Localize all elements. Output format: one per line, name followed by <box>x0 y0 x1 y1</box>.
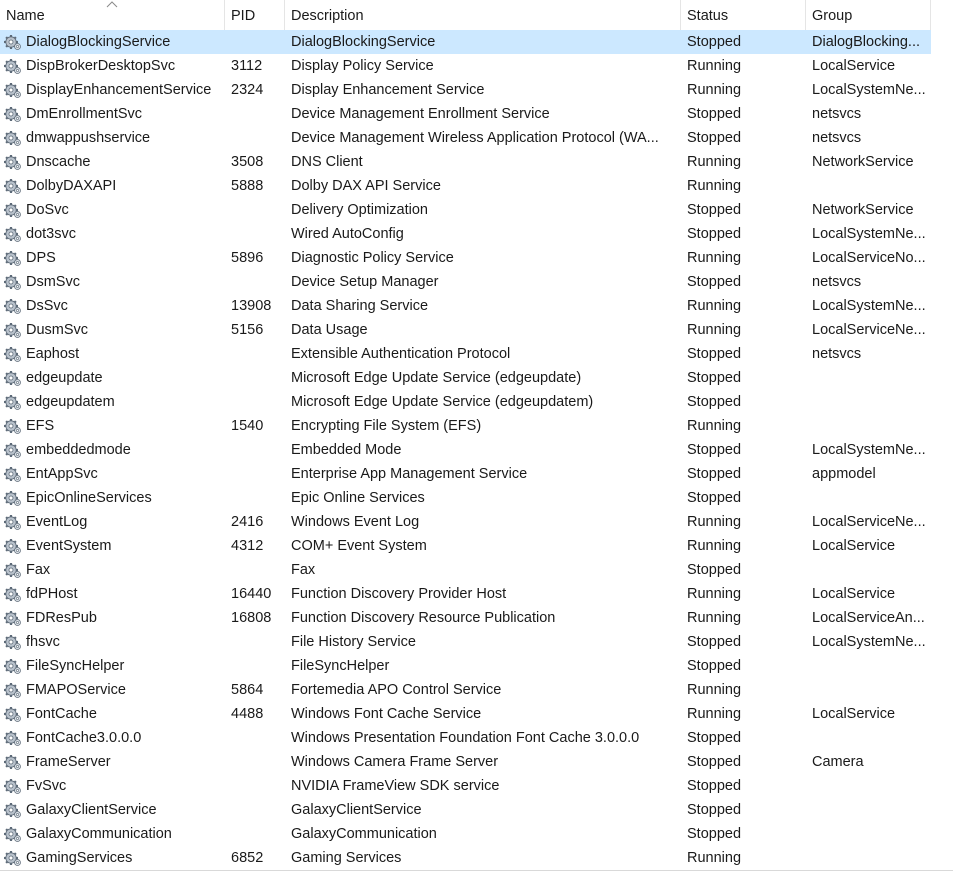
service-group: appmodel <box>812 466 876 482</box>
service-status: Stopped <box>687 826 742 842</box>
service-pid <box>225 438 285 462</box>
service-name-cell <box>0 30 225 54</box>
service-pid <box>225 462 285 486</box>
service-pid <box>225 102 285 126</box>
service-description: Windows Camera Frame Server <box>291 754 499 770</box>
service-gear-icon <box>4 322 22 339</box>
service-gear-icon <box>4 754 22 771</box>
service-description: Gaming Services <box>291 850 402 866</box>
service-pid <box>225 654 285 678</box>
service-status: Stopped <box>687 802 742 818</box>
service-name-cell <box>0 510 225 534</box>
service-status: Stopped <box>687 346 742 362</box>
service-group: LocalServiceNe... <box>812 322 926 338</box>
table-row[interactable] <box>0 438 931 462</box>
service-pid: 1540 <box>231 418 264 434</box>
service-description: Enterprise App Management Service <box>291 466 528 482</box>
service-group <box>806 486 931 510</box>
service-name-cell <box>0 390 225 414</box>
service-status: Running <box>687 250 742 266</box>
service-name-cell <box>0 534 225 558</box>
service-status: Stopped <box>687 730 742 746</box>
service-description: Fax <box>291 562 316 578</box>
service-pid: 16808 <box>231 610 272 626</box>
service-group: NetworkService <box>812 154 914 170</box>
service-gear-icon <box>4 730 22 747</box>
service-description: Device Management Wireless Application Protocol (WA... <box>291 130 659 146</box>
service-name: DispBrokerDesktopSvc <box>26 58 176 74</box>
service-group <box>806 414 931 438</box>
column-header-group[interactable] <box>806 0 931 30</box>
table-row[interactable] <box>0 222 931 246</box>
sort-up-chevron-icon <box>106 0 118 8</box>
service-status: Running <box>687 154 742 170</box>
service-gear-icon <box>4 418 22 435</box>
service-name-cell <box>0 222 225 246</box>
service-pid: 5864 <box>231 682 264 698</box>
table-row[interactable] <box>0 750 931 774</box>
service-group <box>806 366 931 390</box>
service-description: Microsoft Edge Update Service (edgeupdate) <box>291 370 582 386</box>
service-name: DsSvc <box>26 298 68 314</box>
service-pid <box>225 822 285 846</box>
table-row[interactable] <box>0 150 931 174</box>
service-rows <box>0 30 953 870</box>
service-status: Running <box>687 322 742 338</box>
table-row[interactable] <box>0 342 931 366</box>
table-row[interactable] <box>0 318 931 342</box>
service-name: DoSvc <box>26 202 69 218</box>
service-group: LocalServiceAn... <box>812 610 925 626</box>
service-name-cell <box>0 174 225 198</box>
service-name: dot3svc <box>26 226 76 242</box>
table-row[interactable] <box>0 534 931 558</box>
service-gear-icon <box>4 658 22 675</box>
table-row[interactable] <box>0 102 931 126</box>
service-gear-icon <box>4 586 22 603</box>
column-header-description[interactable] <box>285 0 681 30</box>
service-gear-icon <box>4 202 22 219</box>
service-pid <box>225 366 285 390</box>
service-name-cell <box>0 606 225 630</box>
service-status: Running <box>687 586 742 602</box>
service-name: Eaphost <box>26 346 80 362</box>
service-name-cell <box>0 198 225 222</box>
service-name: DialogBlockingService <box>26 34 171 50</box>
service-description: Display Enhancement Service <box>291 82 485 98</box>
service-description: Device Management Enrollment Service <box>291 106 550 122</box>
service-name: GalaxyClientService <box>26 802 157 818</box>
service-gear-icon <box>4 442 22 459</box>
service-name: DolbyDAXAPI <box>26 178 117 194</box>
service-pid <box>225 342 285 366</box>
service-name: fhsvc <box>26 634 60 650</box>
service-pid <box>225 558 285 582</box>
service-description: Dolby DAX API Service <box>291 178 441 194</box>
service-gear-icon <box>4 370 22 387</box>
table-row[interactable] <box>0 558 931 582</box>
column-header-group-label: Group <box>812 8 853 24</box>
service-name: DusmSvc <box>26 322 89 338</box>
service-pid <box>225 222 285 246</box>
service-pid <box>225 630 285 654</box>
service-gear-icon <box>4 130 22 147</box>
service-name: DPS <box>26 250 56 266</box>
service-pid <box>225 798 285 822</box>
table-row[interactable] <box>0 486 931 510</box>
service-name: FileSyncHelper <box>26 658 125 674</box>
column-header-status-label: Status <box>687 8 729 24</box>
service-name: edgeupdate <box>26 370 103 386</box>
service-name-cell <box>0 294 225 318</box>
service-group: NetworkService <box>812 202 914 218</box>
table-row[interactable] <box>0 174 931 198</box>
service-status: Stopped <box>687 394 742 410</box>
service-status: Running <box>687 682 742 698</box>
service-name-cell <box>0 78 225 102</box>
service-status: Stopped <box>687 202 742 218</box>
service-name: DmEnrollmentSvc <box>26 106 143 122</box>
table-row[interactable] <box>0 198 931 222</box>
service-pid: 5896 <box>231 250 264 266</box>
column-header-name[interactable] <box>0 0 225 30</box>
service-name-cell <box>0 54 225 78</box>
service-gear-icon <box>4 34 22 51</box>
service-pid: 4312 <box>231 538 264 554</box>
column-header-pid-label: PID <box>231 8 256 24</box>
service-status: Running <box>687 706 742 722</box>
service-description: DialogBlockingService <box>291 34 436 50</box>
service-name-cell <box>0 414 225 438</box>
service-group: LocalService <box>812 58 896 74</box>
service-name-cell <box>0 438 225 462</box>
service-status: Stopped <box>687 634 742 650</box>
service-gear-icon <box>4 106 22 123</box>
service-name-cell <box>0 342 225 366</box>
service-status: Stopped <box>687 226 742 242</box>
service-name-cell <box>0 774 225 798</box>
service-pid <box>225 750 285 774</box>
service-pid <box>225 390 285 414</box>
service-group <box>806 846 931 870</box>
service-name-cell <box>0 366 225 390</box>
service-description: Device Setup Manager <box>291 274 439 290</box>
table-row[interactable] <box>0 702 931 726</box>
table-row[interactable] <box>0 822 931 846</box>
service-name-cell <box>0 582 225 606</box>
column-header-pid[interactable] <box>225 0 285 30</box>
service-pid <box>225 726 285 750</box>
service-gear-icon <box>4 610 22 627</box>
service-gear-icon <box>4 178 22 195</box>
service-description: Windows Presentation Foundation Font Cache 3.0.0.0 <box>291 730 640 746</box>
service-status: Stopped <box>687 658 742 674</box>
service-description: File History Service <box>291 634 416 650</box>
service-name: FrameServer <box>26 754 111 770</box>
service-group <box>806 174 931 198</box>
service-group <box>806 678 931 702</box>
service-name-cell <box>0 558 225 582</box>
service-name-cell <box>0 102 225 126</box>
service-status: Stopped <box>687 34 742 50</box>
service-group: Camera <box>812 754 864 770</box>
service-description: GalaxyCommunication <box>291 826 437 842</box>
service-name: fdPHost <box>26 586 78 602</box>
service-description: Data Usage <box>291 322 368 338</box>
service-description: Wired AutoConfig <box>291 226 404 242</box>
service-group: LocalSystemNe... <box>812 298 926 314</box>
service-name: GamingServices <box>26 850 133 866</box>
service-gear-icon <box>4 778 22 795</box>
service-status: Stopped <box>687 490 742 506</box>
list-bottom-border <box>0 870 953 871</box>
service-group: LocalSystemNe... <box>812 634 926 650</box>
service-name: embeddedmode <box>26 442 131 458</box>
service-name: FontCache <box>26 706 97 722</box>
service-status: Running <box>687 610 742 626</box>
table-row[interactable] <box>0 366 931 390</box>
service-name-cell <box>0 798 225 822</box>
service-description: Diagnostic Policy Service <box>291 250 454 266</box>
service-description: DNS Client <box>291 154 363 170</box>
service-group: netsvcs <box>812 106 862 122</box>
service-gear-icon <box>4 490 22 507</box>
service-status: Stopped <box>687 466 742 482</box>
service-pid: 3112 <box>231 58 263 74</box>
service-name: EventLog <box>26 514 88 530</box>
service-name-cell <box>0 270 225 294</box>
table-row[interactable] <box>0 654 931 678</box>
service-name: EventSystem <box>26 538 112 554</box>
service-name-cell <box>0 702 225 726</box>
service-description: Windows Event Log <box>291 514 420 530</box>
table-row[interactable] <box>0 78 931 102</box>
service-name: EntAppSvc <box>26 466 98 482</box>
table-row[interactable] <box>0 582 931 606</box>
service-group <box>806 726 931 750</box>
service-gear-icon <box>4 394 22 411</box>
service-name-cell <box>0 318 225 342</box>
service-status: Running <box>687 178 742 194</box>
table-row[interactable] <box>0 246 931 270</box>
service-name-cell <box>0 822 225 846</box>
service-pid <box>225 774 285 798</box>
service-name-cell <box>0 678 225 702</box>
service-status: Running <box>687 418 742 434</box>
service-description: Epic Online Services <box>291 490 425 506</box>
service-name-cell <box>0 486 225 510</box>
table-row[interactable] <box>0 294 931 318</box>
service-name-cell <box>0 654 225 678</box>
service-description: Data Sharing Service <box>291 298 429 314</box>
service-description: Function Discovery Resource Publication <box>291 610 556 626</box>
service-group: LocalService <box>812 586 896 602</box>
service-gear-icon <box>4 274 22 291</box>
service-group <box>806 774 931 798</box>
service-description: Display Policy Service <box>291 58 434 74</box>
service-gear-icon <box>4 706 22 723</box>
service-status: Stopped <box>687 754 742 770</box>
service-pid <box>225 486 285 510</box>
service-pid: 16440 <box>231 586 272 602</box>
service-description: Delivery Optimization <box>291 202 428 218</box>
service-gear-icon <box>4 466 22 483</box>
service-name-cell <box>0 630 225 654</box>
service-group: LocalSystemNe... <box>812 82 926 98</box>
service-gear-icon <box>4 82 22 99</box>
service-gear-icon <box>4 154 22 171</box>
service-group: netsvcs <box>812 130 862 146</box>
service-gear-icon <box>4 298 22 315</box>
service-group <box>806 654 931 678</box>
service-pid: 3508 <box>231 154 264 170</box>
service-description: Microsoft Edge Update Service (edgeupdatem) <box>291 394 594 410</box>
table-row[interactable] <box>0 414 931 438</box>
table-row[interactable] <box>0 798 931 822</box>
service-gear-icon <box>4 634 22 651</box>
service-name: Fax <box>26 562 51 578</box>
service-gear-icon <box>4 826 22 843</box>
service-status: Running <box>687 82 742 98</box>
service-status: Running <box>687 514 742 530</box>
service-pid: 5156 <box>231 322 264 338</box>
service-name: DisplayEnhancementService <box>26 82 212 98</box>
service-name-cell <box>0 246 225 270</box>
service-group: LocalSystemNe... <box>812 226 926 242</box>
service-status: Stopped <box>687 442 742 458</box>
service-group: LocalService <box>812 538 896 554</box>
service-name: EFS <box>26 418 55 434</box>
service-gear-icon <box>4 850 22 867</box>
service-name: dmwappushservice <box>26 130 151 146</box>
table-row[interactable] <box>0 774 931 798</box>
service-status: Stopped <box>687 370 742 386</box>
service-name: EpicOnlineServices <box>26 490 152 506</box>
service-name-cell <box>0 750 225 774</box>
service-name: FDResPub <box>26 610 97 626</box>
service-pid <box>225 126 285 150</box>
service-group: LocalServiceNo... <box>812 250 926 266</box>
service-name: FontCache3.0.0.0 <box>26 730 142 746</box>
service-name-cell <box>0 726 225 750</box>
column-header-description-label: Description <box>291 8 364 24</box>
table-row[interactable] <box>0 126 931 150</box>
service-pid <box>225 198 285 222</box>
service-group: LocalServiceNe... <box>812 514 926 530</box>
service-group: LocalSystemNe... <box>812 442 926 458</box>
service-name: FMAPOService <box>26 682 126 698</box>
service-description: FileSyncHelper <box>291 658 390 674</box>
service-pid: 6852 <box>231 850 264 866</box>
service-group: DialogBlocking... <box>812 34 920 50</box>
column-header-status[interactable] <box>681 0 806 30</box>
service-pid: 13908 <box>231 298 272 314</box>
service-pid <box>225 270 285 294</box>
service-gear-icon <box>4 250 22 267</box>
table-row[interactable] <box>0 462 931 486</box>
service-gear-icon <box>4 514 22 531</box>
service-group: netsvcs <box>812 346 862 362</box>
service-status: Stopped <box>687 562 742 578</box>
service-description: Windows Font Cache Service <box>291 706 482 722</box>
service-gear-icon <box>4 226 22 243</box>
table-row[interactable] <box>0 270 931 294</box>
table-row[interactable] <box>0 606 931 630</box>
service-name: FvSvc <box>26 778 67 794</box>
service-status: Running <box>687 850 742 866</box>
service-description: GalaxyClientService <box>291 802 422 818</box>
service-description: Extensible Authentication Protocol <box>291 346 511 362</box>
table-row[interactable] <box>0 726 931 750</box>
service-group <box>806 390 931 414</box>
service-description: Encrypting File System (EFS) <box>291 418 482 434</box>
service-group <box>806 822 931 846</box>
service-pid <box>225 30 285 54</box>
service-group: LocalService <box>812 706 896 722</box>
table-row[interactable] <box>0 510 931 534</box>
table-row[interactable] <box>0 30 931 54</box>
service-status: Stopped <box>687 274 742 290</box>
service-description: Function Discovery Provider Host <box>291 586 507 602</box>
column-header-bar <box>0 0 931 31</box>
service-status: Running <box>687 58 742 74</box>
service-pid: 4488 <box>231 706 264 722</box>
service-name-cell <box>0 150 225 174</box>
service-name: GalaxyCommunication <box>26 826 172 842</box>
service-description: Fortemedia APO Control Service <box>291 682 502 698</box>
service-name-cell <box>0 846 225 870</box>
service-pid: 2416 <box>231 514 264 530</box>
service-gear-icon <box>4 538 22 555</box>
service-group <box>806 558 931 582</box>
service-gear-icon <box>4 682 22 699</box>
service-name: DsmSvc <box>26 274 80 290</box>
service-description: NVIDIA FrameView SDK service <box>291 778 500 794</box>
service-group <box>806 798 931 822</box>
table-row[interactable] <box>0 54 931 78</box>
table-row[interactable] <box>0 846 931 870</box>
table-row[interactable] <box>0 630 931 654</box>
service-gear-icon <box>4 802 22 819</box>
service-description: Embedded Mode <box>291 442 402 458</box>
service-status: Running <box>687 538 742 554</box>
service-name-cell <box>0 462 225 486</box>
service-status: Running <box>687 298 742 314</box>
service-pid: 2324 <box>231 82 264 98</box>
service-gear-icon <box>4 346 22 363</box>
service-name: Dnscache <box>26 154 91 170</box>
table-row[interactable] <box>0 390 931 414</box>
service-gear-icon <box>4 562 22 579</box>
service-description: COM+ Event System <box>291 538 427 554</box>
column-header-name-label: Name <box>6 8 45 24</box>
service-status: Stopped <box>687 130 742 146</box>
service-gear-icon <box>4 58 22 75</box>
service-group: netsvcs <box>812 274 862 290</box>
table-row[interactable] <box>0 678 931 702</box>
service-status: Stopped <box>687 778 742 794</box>
service-name: edgeupdatem <box>26 394 115 410</box>
service-pid: 5888 <box>231 178 264 194</box>
service-name-cell <box>0 126 225 150</box>
service-status: Stopped <box>687 106 742 122</box>
